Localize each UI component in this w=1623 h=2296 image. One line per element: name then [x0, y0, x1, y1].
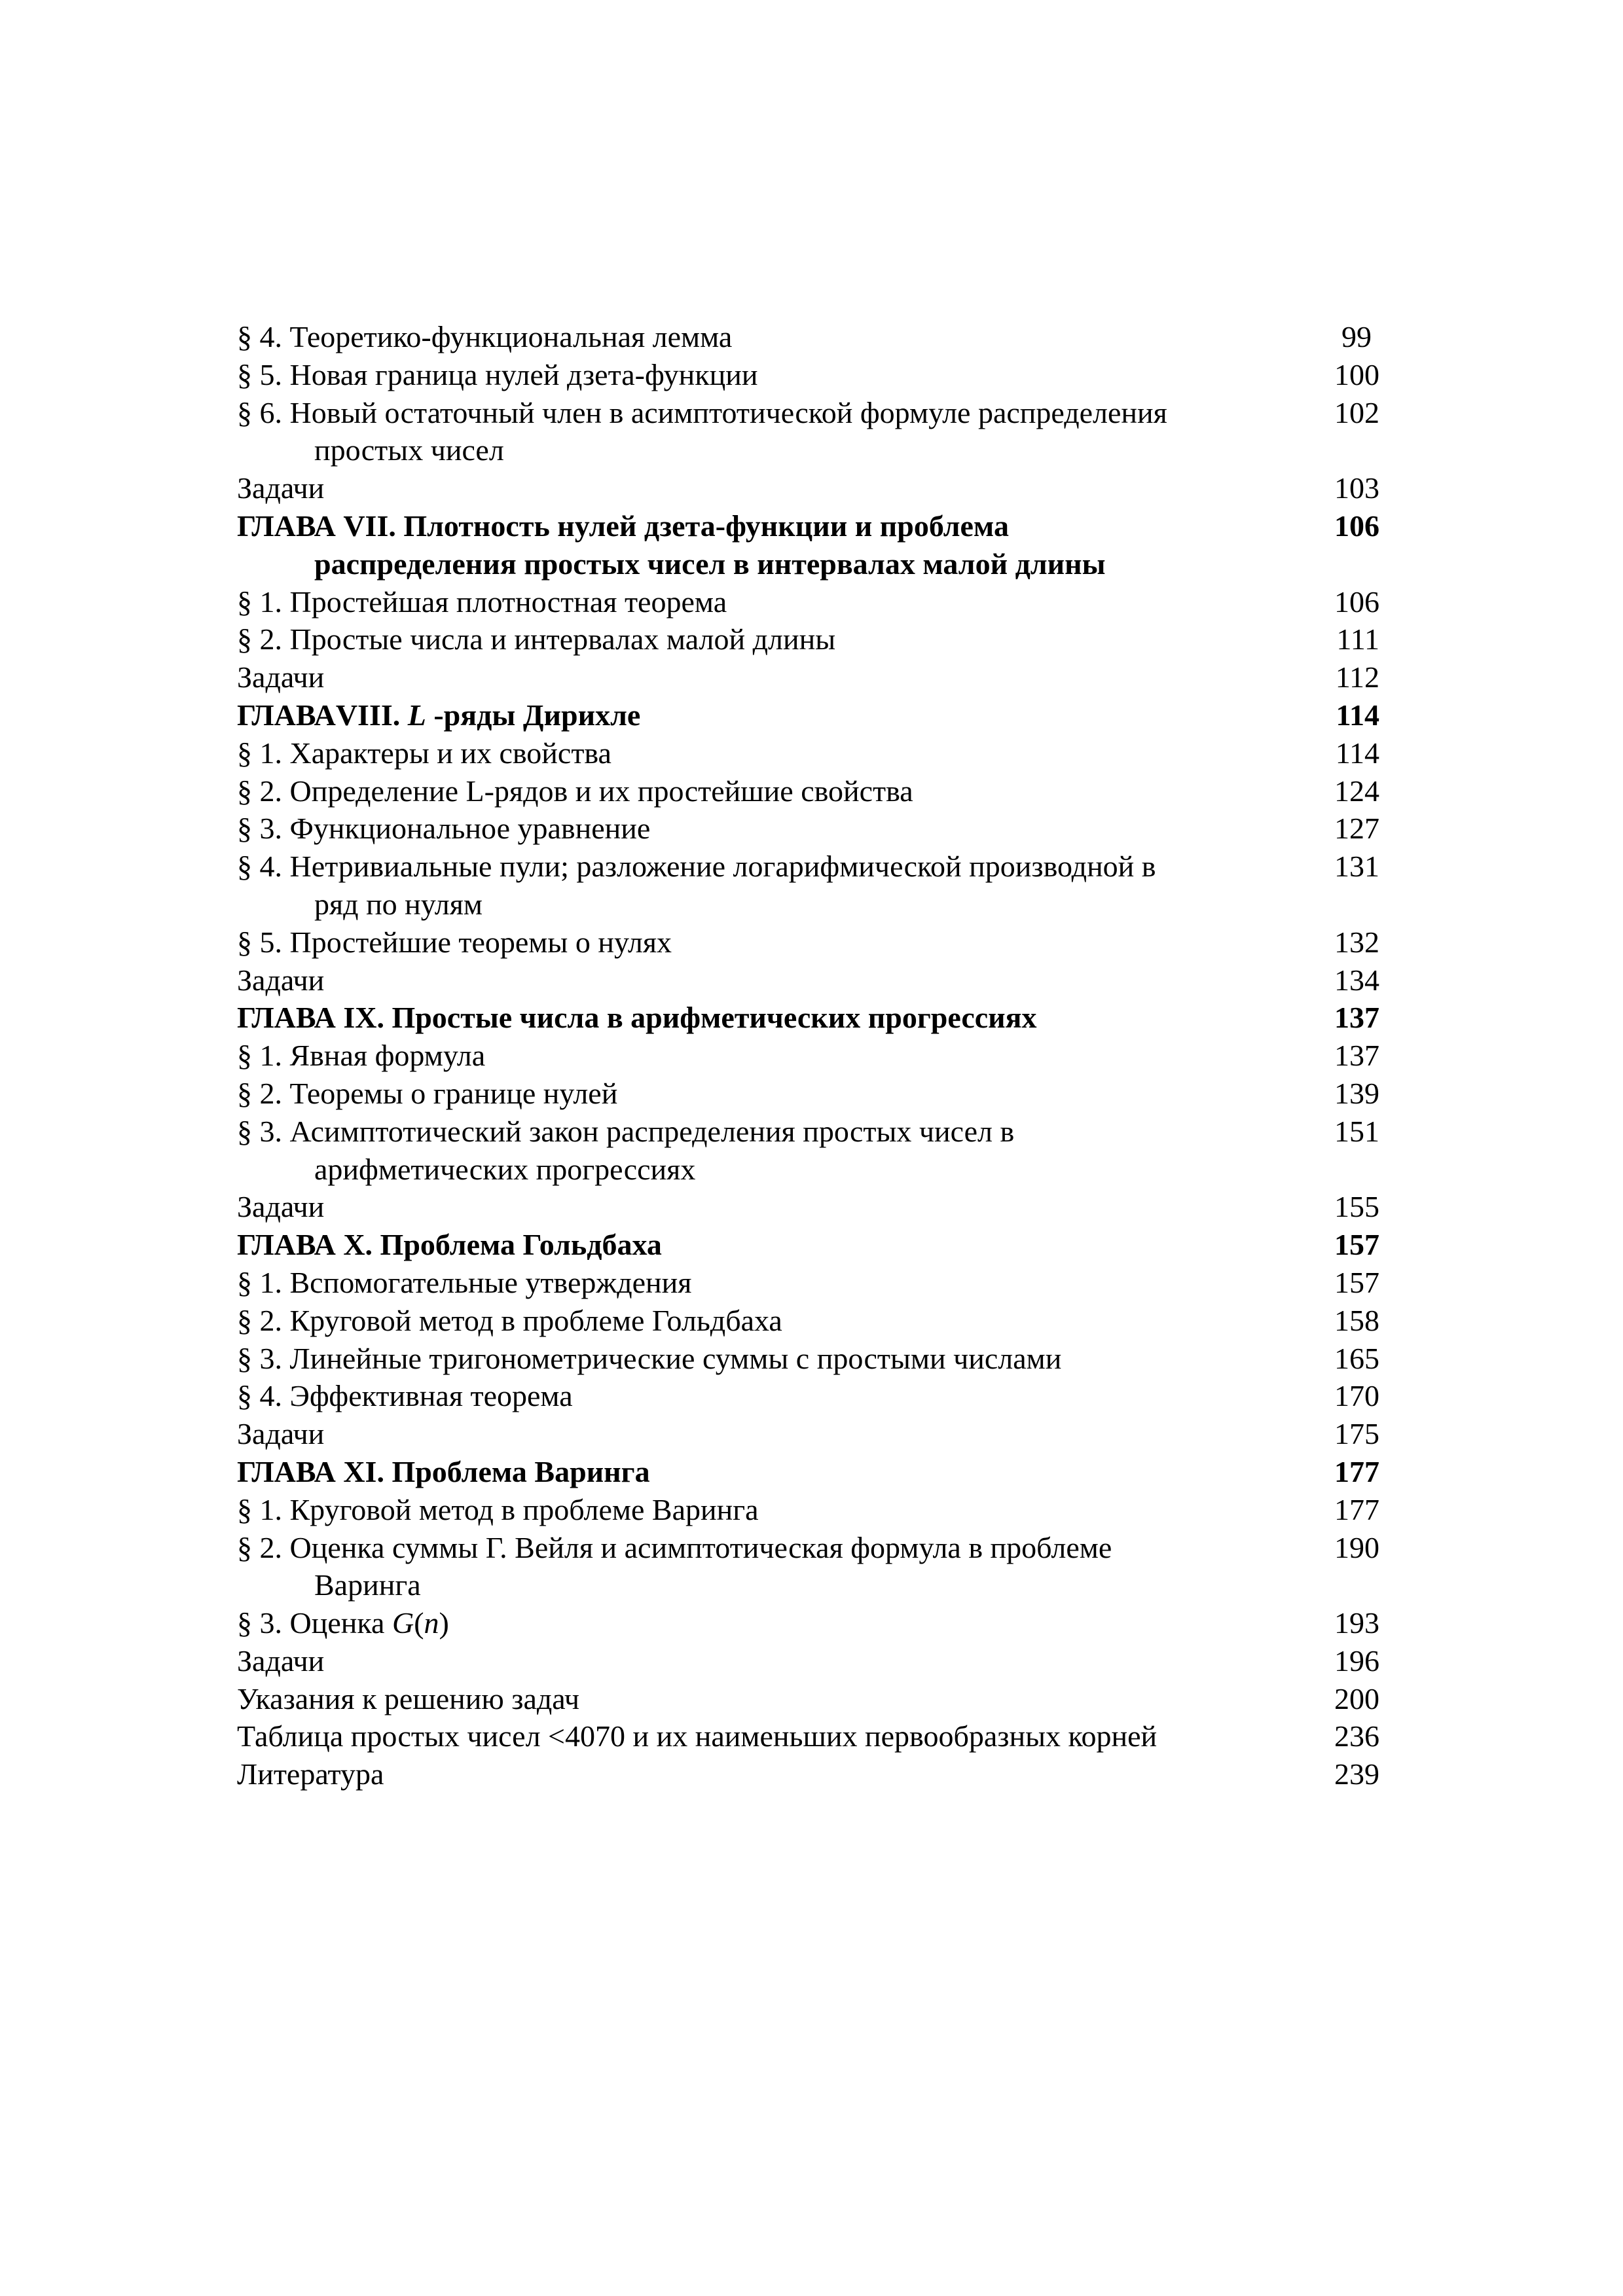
toc-entry [237, 620, 1379, 658]
toc-chapter-page: 157 [1334, 1228, 1379, 1262]
toc-entry-title: Задачи [237, 471, 325, 505]
toc-entry-page: 193 [1334, 1606, 1379, 1640]
toc-entry-title: § 1. Характеры и их свойства [237, 736, 611, 770]
toc-entry-page: 196 [1334, 1643, 1379, 1677]
toc-entry [237, 1642, 1379, 1680]
toc-entry [237, 1529, 1379, 1605]
toc-entry-title: Задачи [237, 1417, 325, 1451]
toc-entry [237, 810, 1379, 848]
toc-entry [237, 1075, 1379, 1113]
toc-entry-page: 200 [1334, 1681, 1379, 1715]
toc-entry-title: § 2. Простые числа и интервалах малой длины [237, 622, 836, 656]
toc-entry-title: Задачи [237, 1190, 325, 1224]
toc-entry [237, 1264, 1379, 1302]
toc-entry-page: 236 [1334, 1719, 1379, 1753]
toc-entry [237, 318, 1379, 356]
toc-entry-title: Задачи [237, 660, 325, 694]
toc-entry-page: 190 [1334, 1530, 1379, 1564]
toc-entry-title: § 6. Новый остаточный член в асимптотической формуле распределения простых чисел [237, 395, 1167, 467]
toc-entry-page: 127 [1334, 812, 1379, 846]
toc-entry [237, 1717, 1379, 1755]
toc-chapter [237, 1226, 1379, 1264]
toc-chapter-title: ГЛАВА X. Проблема Гольдбаха [237, 1228, 662, 1262]
toc-entry [237, 961, 1379, 999]
toc-entry-page: 139 [1334, 1076, 1379, 1110]
toc-entry-title: § 2. Круговой метод в проблеме Гольдбаха [237, 1303, 782, 1337]
toc-entry-title: § 3. Оценка G(n) [237, 1606, 449, 1640]
toc-entry-page: 103 [1334, 471, 1379, 505]
toc-entry-page: 134 [1334, 963, 1379, 997]
toc-chapter [237, 696, 1379, 734]
toc-entry-page: 124 [1334, 774, 1379, 808]
toc-entry-title: § 3. Асимптотический закон распределения простых чисел в арифметических прогрессиях [237, 1114, 1015, 1186]
toc-entry-title: § 3. Линейные тригонометрические суммы с простыми числами [237, 1341, 1062, 1375]
toc-entry-page: 158 [1334, 1303, 1379, 1337]
toc-entry [237, 1377, 1379, 1415]
toc-chapter [237, 1453, 1379, 1491]
toc-entry [237, 734, 1379, 772]
toc-entry-page: 175 [1334, 1417, 1379, 1451]
table-of-contents [237, 318, 1379, 1793]
toc-chapter [237, 507, 1379, 583]
toc-entry-page: 106 [1334, 584, 1379, 619]
toc-entry-title: § 4. Теоретико-функциональная лемма [237, 320, 733, 353]
toc-entry-page: 151 [1334, 1114, 1379, 1148]
toc-chapter-title: ГЛАВА VII. Плотность нулей дзета-функции и проблема распределения простых чисел в интервалах малой длины [237, 509, 1106, 581]
toc-entry [237, 1302, 1379, 1340]
toc-entry-title: § 2. Теоремы о границе нулей [237, 1076, 618, 1110]
toc-entry-title: Указания к решению задач [237, 1681, 579, 1715]
toc-chapter-title: ГЛАВА IX. Простые числа в арифметических прогрессиях [237, 1001, 1037, 1035]
toc-entry [237, 1415, 1379, 1453]
toc-entry [237, 469, 1379, 507]
toc-chapter-page: 177 [1334, 1454, 1379, 1488]
toc-entry-page: 155 [1334, 1190, 1379, 1224]
toc-chapter-page: 137 [1334, 1001, 1379, 1035]
toc-entry-title: § 1. Явная формула [237, 1039, 486, 1073]
toc-entry [237, 1491, 1379, 1529]
toc-entry-page: 102 [1334, 395, 1379, 429]
toc-entry [237, 1037, 1379, 1075]
toc-entry-title: § 4. Эффективная теорема [237, 1379, 573, 1413]
toc-entry [237, 848, 1379, 924]
toc-chapter-page: 114 [1336, 698, 1379, 732]
toc-entry-title: § 2. Определение L-рядов и их простейшие свойства [237, 774, 913, 808]
toc-entry-page: 177 [1334, 1492, 1379, 1526]
toc-entry [237, 1755, 1379, 1793]
toc-entry-page: 157 [1334, 1265, 1379, 1299]
toc-entry [237, 356, 1379, 394]
toc-entry [237, 1340, 1379, 1378]
toc-entry-title: § 1. Вспомогательные утверждения [237, 1265, 692, 1299]
toc-entry-page: 131 [1334, 850, 1379, 884]
toc-entry-page: 170 [1334, 1379, 1379, 1413]
toc-entry [237, 772, 1379, 810]
toc-chapter [237, 999, 1379, 1037]
toc-entry-title: § 1. Простейшая плотностная теорема [237, 584, 727, 619]
toc-entry-title: Задачи [237, 1643, 325, 1677]
toc-entry [237, 658, 1379, 696]
toc-entry [237, 1680, 1379, 1718]
toc-chapter-page: 106 [1334, 509, 1379, 543]
toc-entry [237, 583, 1379, 621]
toc-entry [237, 394, 1379, 470]
toc-entry-title: § 3. Функциональное уравнение [237, 812, 651, 846]
toc-chapter-title: ГЛАВА XI. Проблема Варинга [237, 1454, 650, 1488]
toc-entry-title: § 5. Простейшие теоремы о нулях [237, 925, 672, 959]
toc-entry [237, 1188, 1379, 1226]
toc-entry [237, 1113, 1379, 1189]
toc-entry-page: 112 [1335, 660, 1379, 694]
toc-entry-page: 132 [1334, 925, 1379, 959]
toc-entry-title: § 4. Нетривиальные пули; разложение логарифмической производной в ряд по нулям [237, 850, 1156, 921]
toc-entry [237, 1604, 1379, 1642]
toc-entry-title: Таблица простых чисел <4070 и их наименьших первообразных корней [237, 1719, 1158, 1753]
toc-entry-page: 100 [1334, 357, 1379, 391]
toc-entry-page: 111 [1336, 622, 1379, 656]
toc-entry-page: 114 [1335, 736, 1379, 770]
toc-entry-page: 239 [1334, 1757, 1379, 1791]
toc-chapter-title: ГЛАВАVIII. L -ряды Дирихле [237, 698, 641, 732]
toc-entry-page: 99 [1341, 320, 1372, 353]
toc-entry-title: § 1. Круговой метод в проблеме Варинга [237, 1492, 759, 1526]
toc-entry-page: 165 [1334, 1341, 1379, 1375]
toc-entry-title: § 2. Оценка суммы Г. Вейля и асимптотическая формула в проблеме Варинга [237, 1530, 1112, 1602]
toc-entry-page: 137 [1334, 1039, 1379, 1073]
toc-entry-title: Литература [237, 1757, 384, 1791]
toc-entry [237, 924, 1379, 961]
toc-entry-title: Задачи [237, 963, 325, 997]
toc-entry-title: § 5. Новая граница нулей дзета-функции [237, 357, 758, 391]
